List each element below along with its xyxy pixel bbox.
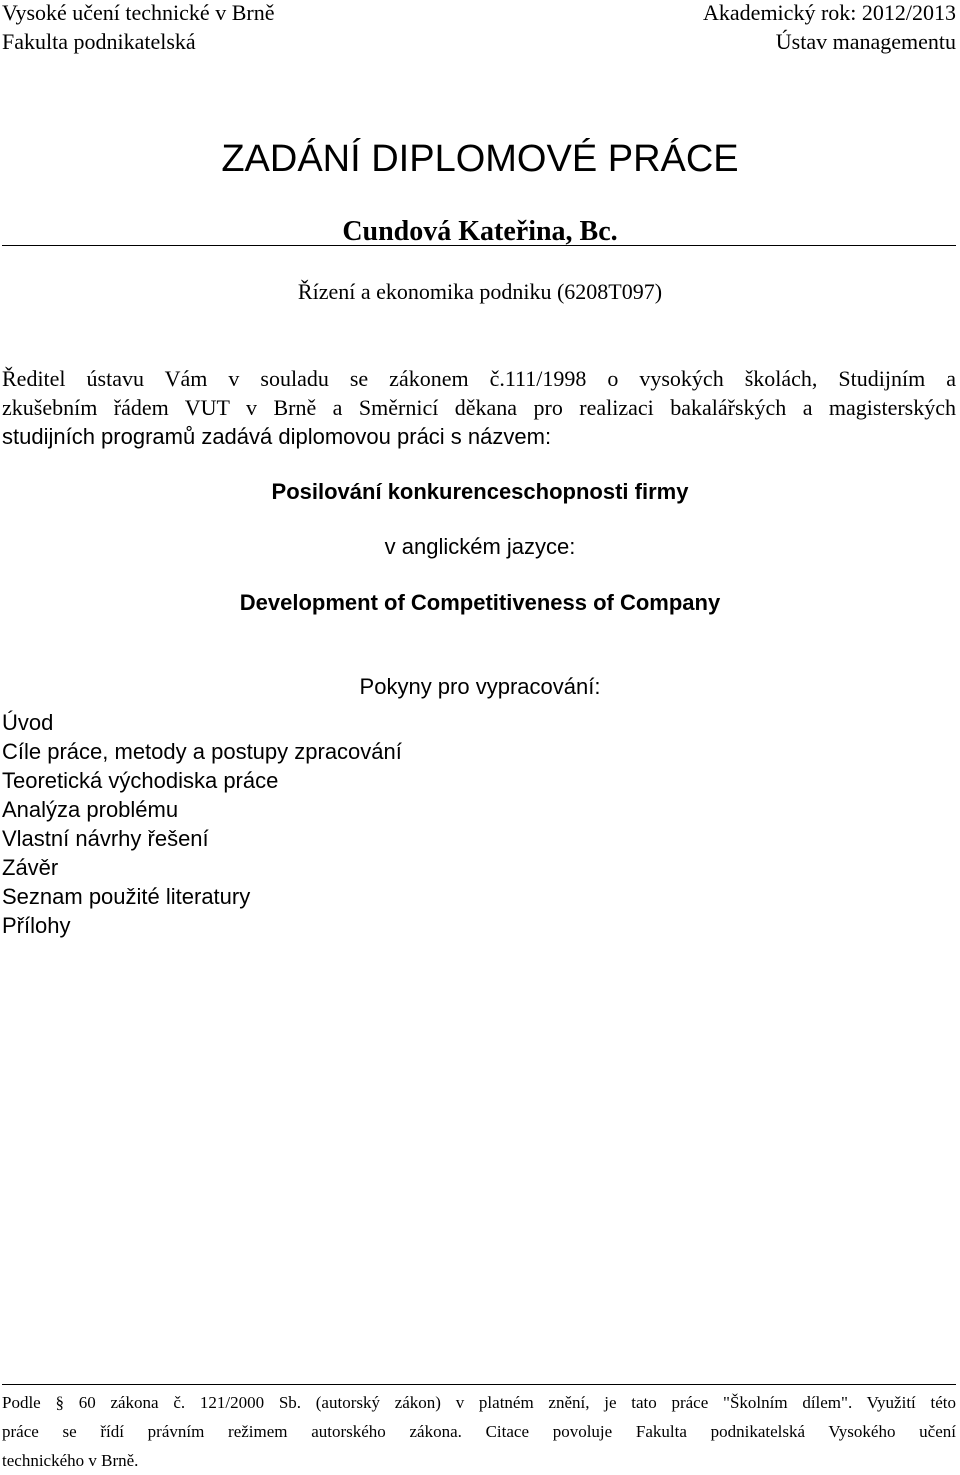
intro-paragraph	[2, 364, 956, 451]
intro-line: zkušebním řádem VUT v Brně a Směrnicí děkana pro realizaci bakalářských a magisterských	[2, 395, 956, 420]
university-name: Vysoké učení technické v Brně	[2, 0, 275, 25]
intro-line: studijních programů zadává diplomovou práci s názvem:	[2, 424, 552, 449]
list-item: Vlastní návrhy řešení	[2, 826, 209, 851]
list-item: Úvod	[2, 710, 54, 735]
list-item: Analýza problému	[2, 797, 179, 822]
list-item: Přílohy	[2, 913, 71, 938]
study-program: Řízení a ekonomika podniku (6208T097)	[297, 279, 663, 304]
list-item: Závěr	[2, 855, 59, 880]
instructions-heading: Pokyny pro vypracování:	[359, 674, 601, 699]
footer-line: technického v Brně.	[2, 1451, 139, 1470]
instructions-list	[2, 708, 402, 940]
institute-name: Ústav managementu	[775, 29, 956, 54]
student-name: Cundová Kateřina, Bc.	[342, 216, 618, 247]
list-item: Cíle práce, metody a postupy zpracování	[2, 739, 402, 764]
academic-year: Akademický rok: 2012/2013	[703, 0, 956, 25]
copyright-footer	[2, 1388, 956, 1475]
footer-divider	[2, 1384, 956, 1385]
thesis-title-czech: Posilování konkurenceschopnosti firmy	[271, 479, 689, 504]
author-divider	[2, 245, 956, 246]
intro-line: Ředitel ústavu Vám v souladu se zákonem č.111/1998 o vysokých školách, Studijním a	[2, 366, 956, 391]
thesis-title-english: Development of Competitiveness of Company	[239, 590, 721, 615]
footer-line: práce se řídí právním režimem autorského zákona. Citace povoluje Fakulta podnikatelská Vysokého učení	[2, 1422, 956, 1441]
list-item: Seznam použité literatury	[2, 884, 251, 909]
english-label: v anglickém jazyce:	[384, 534, 576, 559]
document-title: ZADÁNÍ DIPLOMOVÉ PRÁCE	[221, 138, 739, 180]
footer-line: Podle § 60 zákona č. 121/2000 Sb. (autorský zákon) v platném znění, je tato práce "Školním dílem". Využití této	[2, 1393, 956, 1412]
faculty-name: Fakulta podnikatelská	[2, 29, 196, 54]
list-item: Teoretická východiska práce	[2, 768, 279, 793]
